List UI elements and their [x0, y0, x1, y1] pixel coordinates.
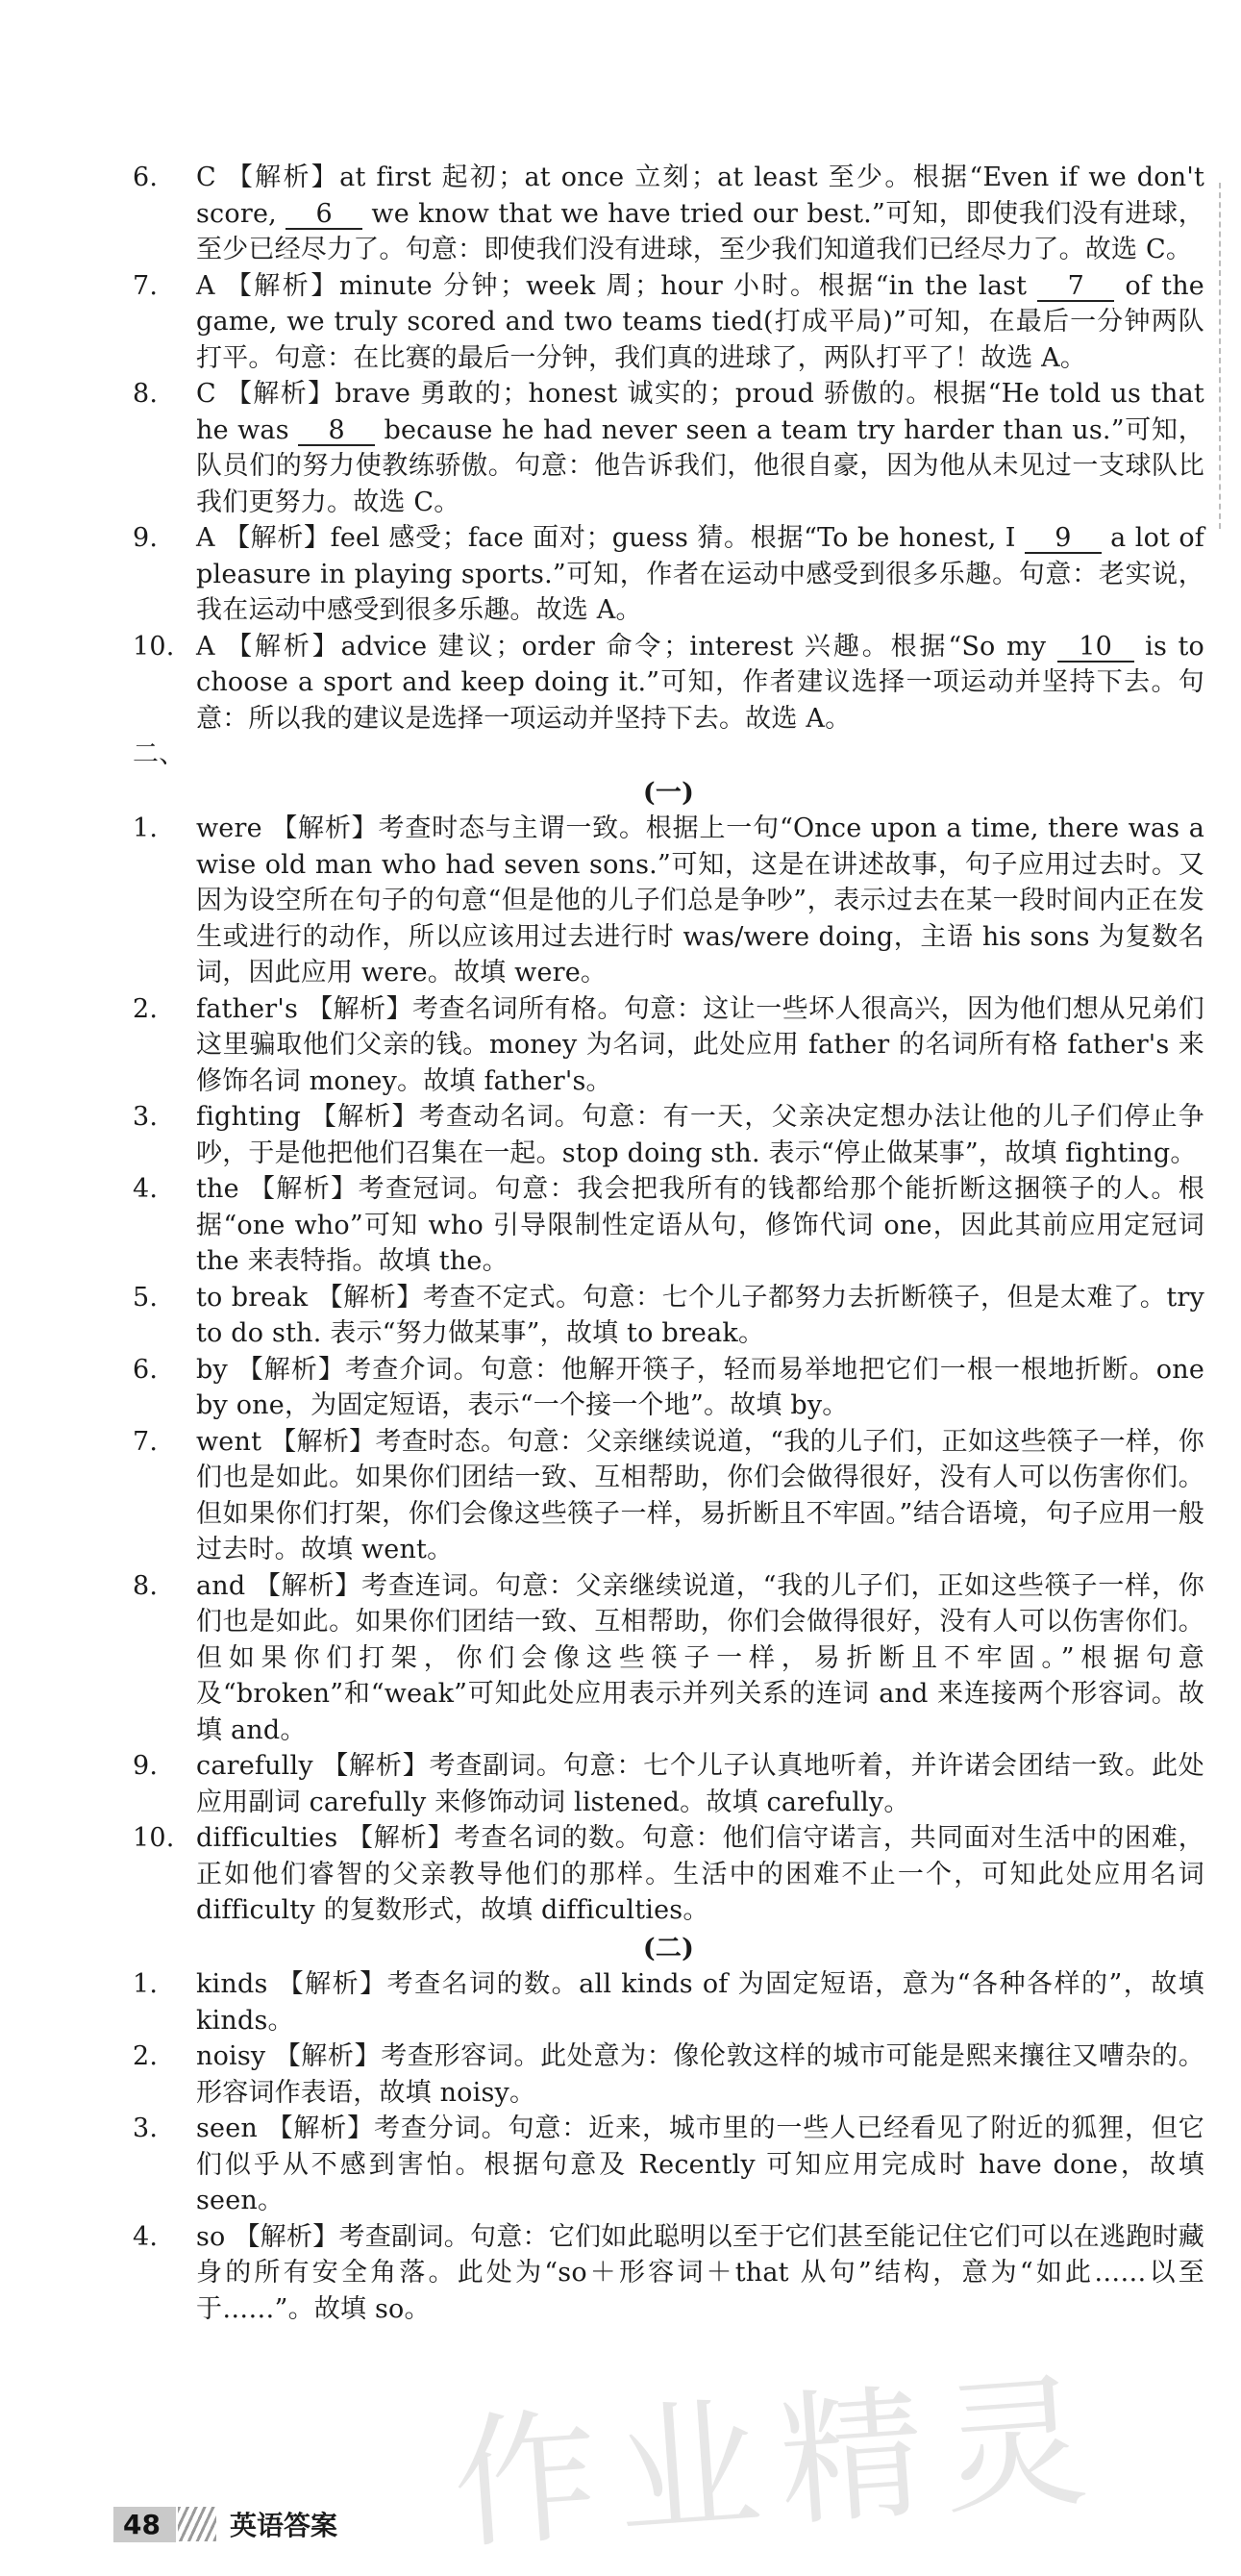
answer-explanation: went 【解析】考查时态。句意：父亲继续说道，“我的儿子们，正如这些筷子一样，你们也是如此。如果你们团结一致、互相帮助，你们会做得很好，没有人可以伤害你们。但如果你们打架，你们会像这些筷子一样，易折断且不牢固。”结合语境，句子应用一般过去时。故填 went。	[196, 1426, 1204, 1564]
answer-explanation: by 【解析】考查介词。句意：他解开筷子，轻而易举地把它们一根一根地折断。one by one，为固定短语，表示“一个接一个地”。故填 by。	[196, 1354, 1204, 1420]
answer-number: 8.	[133, 1570, 159, 1601]
answer-explanation: A 【解析】advice 建议；order 命令；interest 兴趣。根据“So my 10 is to choose a sport and keep doing it.”可知，作者建议选择一项运动并坚持下去。句意：所以我的建议是选择一项运动并坚持下去。故选 A。	[196, 631, 1204, 734]
answer-item	[133, 629, 1204, 738]
answer-item	[133, 1352, 1204, 1424]
subsection-1-label: (一)	[642, 777, 695, 808]
section-2-label: 二、	[133, 739, 186, 769]
answer-number: 9.	[133, 1751, 159, 1781]
answer-item	[133, 160, 1204, 268]
blank-number: 8	[298, 417, 375, 446]
answer-item	[133, 520, 1204, 629]
answer-item	[133, 376, 1204, 520]
page-number: 48	[113, 2507, 176, 2542]
answer-explanation: noisy 【解析】考查形容词。此处意为：像伦敦这样的城市可能是熙来攘往又嘈杂的。形容词作表语，故填 noisy。	[196, 2041, 1204, 2108]
answer-number: 9.	[133, 523, 159, 553]
answer-item	[133, 2038, 1204, 2111]
answer-number: 1.	[133, 813, 159, 843]
answer-explanation: C 【解析】at first 起初；at once 立刻；at least 至少。根据“Even if we don't score, 6 we know that we have tried our best.”可知，即使我们没有进球，至少已经尽力了。句意：即使我们没有进球，至少我们知道我们已经尽力了。故选 C。	[196, 163, 1204, 264]
blank-number: 10	[1057, 634, 1134, 663]
answer-explanation: to break 【解析】考查不定式。句意：七个儿子都努力去折断筷子，但是太难了。try to do sth. 表示“努力做某事”，故填 to break。	[196, 1282, 1204, 1348]
answer-item	[133, 1568, 1204, 1749]
answer-number: 7.	[133, 270, 159, 301]
answer-explanation: so 【解析】考查副词。句意：它们如此聪明以至于它们甚至能记住它们可以在逃跑时藏身的所有安全角落。此处为“so＋形容词＋that 从句”结构，意为“如此……以至于……”。故填 so。	[196, 2221, 1204, 2324]
answer-number: 4.	[133, 2221, 159, 2252]
answer-explanation: fighting 【解析】考查动名词。句意：有一天，父亲决定想办法让他的儿子们停止争吵，于是他把他们召集在一起。stop doing sth. 表示“停止做某事”，故填 fighting。	[196, 1102, 1204, 1168]
answer-item	[133, 1966, 1204, 2038]
answer-number: 6.	[133, 163, 159, 192]
answer-item	[133, 1171, 1204, 1280]
footer-label: 英语答案	[229, 2510, 337, 2541]
answer-explanation: C 【解析】brave 勇敢的；honest 诚实的；proud 骄傲的。根据“He told us that he was 8 because he had never seen a team try harder than us.”可知，队员们的努力使教练骄傲。句意：他告诉我们，他很自豪，因为他从未见过一支球队比我们更努力。故选 C。	[196, 379, 1204, 517]
answer-number: 2.	[133, 993, 159, 1024]
answer-explanation: father's 【解析】考查名词所有格。句意：这让一些坏人很高兴，因为他们想从兄弟们这里骗取他们父亲的钱。money 为名词，此处应用 father 的名词所有格 father's 来修饰名词 money。故填 father's。	[196, 993, 1204, 1096]
answer-number: 3.	[133, 2113, 159, 2143]
answer-item	[133, 2219, 1204, 2328]
answer-explanation: A 【解析】feel 感受；face 面对；guess 猜。根据“To be honest, I 9 a lot of pleasure in playing sports.”可知，作者在运动中感受到很多乐趣。句意：老实说，我在运动中感受到很多乐趣。故选 A。	[196, 523, 1204, 625]
answer-item	[133, 2111, 1204, 2219]
answer-explanation: difficulties 【解析】考查名词的数。句意：他们信守诺言，共同面对生活中的困难，正如他们睿智的父亲教导他们的那样。生活中的困难不止一个，可知此处应用名词 difficulty 的复数形式，故填 difficulties。	[196, 1823, 1204, 1925]
answer-content	[133, 160, 1204, 2327]
blank-number: 7	[1037, 273, 1114, 302]
page-footer	[113, 2502, 337, 2546]
answer-number: 6.	[133, 1354, 159, 1385]
answer-item	[133, 1424, 1204, 1568]
subsection-2-answers	[133, 1966, 1204, 2327]
answer-item	[133, 1820, 1204, 1929]
answer-number: 2.	[133, 2041, 159, 2071]
watermark: 作业精灵	[447, 2357, 1112, 2570]
subsection-1-answers	[133, 811, 1204, 1929]
answer-number: 5.	[133, 1282, 159, 1313]
answer-number: 3.	[133, 1102, 159, 1132]
answer-item	[133, 1280, 1204, 1352]
answer-number: 7.	[133, 1426, 159, 1457]
answer-explanation: A 【解析】minute 分钟；week 周；hour 小时。根据“in the last 7 of the game, we truly scored and two teams tied(打成平局)”可知，在最后一分钟两队打平。句意：在比赛的最后一分钟，我们真的进球了，两队打平了！故选 A。	[196, 270, 1204, 373]
answer-number: 8.	[133, 379, 159, 409]
answer-item	[133, 1099, 1204, 1171]
answer-item	[133, 811, 1204, 991]
answer-item	[133, 268, 1204, 377]
blank-number: 9	[1025, 525, 1102, 554]
answer-explanation: the 【解析】考查冠词。句意：我会把我所有的钱都给那个能折断这捆筷子的人。根据“one who”可知 who 引导限制性定语从句，修饰代词 one，因此其前应用定冠词 the 来表特指。故填 the。	[196, 1174, 1204, 1276]
answer-explanation: kinds 【解析】考查名词的数。all kinds of 为固定短语，意为“各种各样的”，故填 kinds。	[196, 1969, 1204, 2036]
answer-explanation: and 【解析】考查连词。句意：父亲继续说道，“我的儿子们，正如这些筷子一样，你们也是如此。如果你们团结一致、互相帮助，你们会做得很好，没有人可以伤害你们。但如果你们打架，你们会像这些筷子一样，易折断且不牢固。”根据句意及“broken”和“weak”可知此处应用表示并列关系的连词 and 来连接两个形容词。故填 and。	[196, 1570, 1204, 1745]
answer-explanation: were 【解析】考查时态与主谓一致。根据上一句“Once upon a time, there was a wise old man who had seven sons.”可知，这是在讲述故事，句子应用过去时。又因为设空所在句子的句意“但是他的儿子们总是争吵”，表示过去在某一段时间内正在发生或进行的动作，所以应该用过去进行时 was/were doing，主语 his sons 为复数名词，因此应用 were。故填 were。	[196, 813, 1204, 988]
answer-number: 4.	[133, 1174, 159, 1204]
subsection-2-label: (二)	[642, 1933, 695, 1963]
blank-number: 6	[285, 201, 362, 230]
answer-number: 10.	[133, 631, 175, 662]
answer-explanation: carefully 【解析】考查副词。句意：七个儿子认真地听着，并许诺会团结一致。此处应用副词 carefully 来修饰动词 listened。故填 carefully。	[196, 1751, 1204, 1817]
section-1-answers	[133, 160, 1204, 737]
answer-number: 1.	[133, 1969, 159, 1999]
footer-stripe-decoration	[178, 2507, 216, 2541]
answer-item	[133, 1748, 1204, 1820]
answer-number: 10.	[133, 1823, 175, 1853]
margin-dashed-rule	[1219, 183, 1221, 529]
answer-item	[133, 991, 1204, 1100]
answer-explanation: seen 【解析】考查分词。句意：近来，城市里的一些人已经看见了附近的狐狸，但它们似乎从不感到害怕。根据句意及 Recently 可知应用完成时 have done，故填 seen。	[196, 2113, 1204, 2215]
